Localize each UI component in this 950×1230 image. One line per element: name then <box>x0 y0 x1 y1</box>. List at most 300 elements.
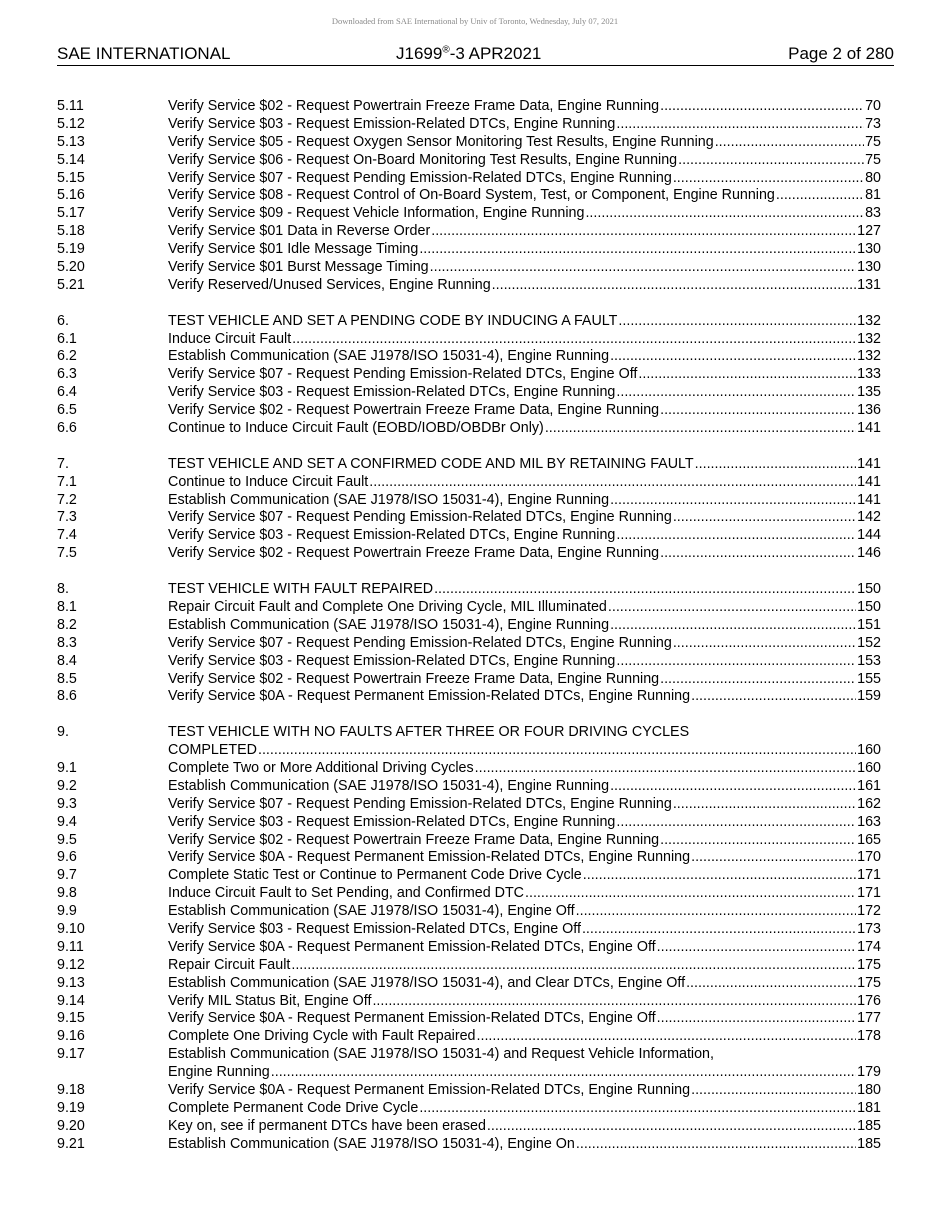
toc-entry[interactable] <box>57 849 881 867</box>
toc-dot-leader <box>258 742 856 760</box>
toc-entry-link[interactable] <box>168 1010 881 1028</box>
toc-entry-title: TEST VEHICLE AND SET A CONFIRMED CODE AND MIL BY RETAINING FAULT <box>168 455 694 472</box>
toc-entry-link[interactable] <box>168 688 881 706</box>
toc-dot-leader <box>585 205 864 223</box>
toc-dot-leader <box>616 653 856 671</box>
toc-entry-number: 8.3 <box>57 634 77 651</box>
toc-entry-page: 132 <box>857 312 881 329</box>
toc-entry-number: 9.10 <box>57 920 85 937</box>
toc-dot-leader <box>657 939 857 957</box>
toc-entry-link[interactable] <box>168 849 881 867</box>
toc-dot-leader <box>434 581 856 599</box>
table-of-contents <box>57 98 881 1154</box>
toc-entry-number: 5.15 <box>57 169 85 186</box>
toc-entry[interactable] <box>57 688 881 706</box>
toc-entry-link[interactable] <box>168 957 881 975</box>
toc-dot-leader <box>660 402 856 420</box>
toc-entry[interactable] <box>57 384 881 402</box>
toc-entry-page: 130 <box>857 259 881 276</box>
toc-entry-title: Complete One Driving Cycle with Fault Repaired <box>168 1028 476 1045</box>
toc-entry-number: 7. <box>57 455 69 472</box>
toc-entry-page: 179 <box>857 1064 881 1081</box>
toc-dot-leader <box>616 814 856 832</box>
toc-entry-link[interactable] <box>168 921 881 939</box>
toc-entry-page: 155 <box>857 670 881 687</box>
toc-entry-title: Verify Service $03 - Request Emission-Related DTCs, Engine Running <box>168 115 616 132</box>
toc-dot-leader <box>525 885 856 903</box>
toc-entry-title: Induce Circuit Fault to Set Pending, and Confirmed DTC <box>168 885 525 902</box>
toc-entry-title: Establish Communication (SAE J1978/ISO 15031-4), Engine Off <box>168 903 575 920</box>
toc-entry-number: 6. <box>57 312 69 329</box>
toc-dot-leader <box>487 1118 856 1136</box>
toc-entry-page: 159 <box>857 688 881 705</box>
toc-entry-number: 6.4 <box>57 384 77 401</box>
toc-entry-page: 146 <box>857 545 881 562</box>
toc-entry-number: 6.1 <box>57 330 77 347</box>
toc-entry[interactable] <box>57 635 881 653</box>
toc-dot-leader <box>673 170 864 188</box>
toc-entry-link[interactable] <box>168 116 881 134</box>
toc-entry[interactable] <box>57 545 881 563</box>
toc-entry-link[interactable] <box>168 187 881 205</box>
toc-entry-title: Verify Service $02 - Request Powertrain Freeze Frame Data, Engine Running <box>168 98 660 114</box>
toc-entry[interactable] <box>57 814 881 832</box>
toc-entry-number: 9.14 <box>57 992 85 1009</box>
toc-dot-leader <box>673 796 856 814</box>
toc-dot-leader <box>576 903 857 921</box>
toc-entry[interactable] <box>57 205 881 223</box>
toc-entry-page: 127 <box>857 223 881 240</box>
toc-entry-link[interactable] <box>168 509 881 527</box>
toc-entry-page: 180 <box>857 1081 881 1098</box>
toc-entry[interactable] <box>57 474 881 492</box>
toc-entry[interactable] <box>57 420 881 438</box>
toc-dot-leader <box>686 975 856 993</box>
toc-entry[interactable] <box>57 796 881 814</box>
toc-entry-number: 5.20 <box>57 259 85 276</box>
toc-entry-number: 9.20 <box>57 1117 85 1134</box>
org-name: SAE INTERNATIONAL <box>57 44 231 63</box>
toc-entry-link[interactable] <box>168 259 881 277</box>
toc-entry-link[interactable] <box>168 545 881 563</box>
toc-entry-link[interactable] <box>168 581 881 599</box>
toc-entry-link[interactable] <box>168 241 881 259</box>
toc-entry-number: 5.19 <box>57 241 85 258</box>
toc-entry-link[interactable] <box>168 617 881 635</box>
toc-dot-leader <box>291 957 856 975</box>
toc-dot-leader <box>660 832 856 850</box>
toc-dot-leader <box>583 867 856 885</box>
toc-entry-title: Key on, see if permanent DTCs have been erased <box>168 1117 486 1134</box>
toc-entry[interactable] <box>57 187 881 205</box>
toc-entry-link[interactable] <box>168 796 881 814</box>
toc-entry[interactable] <box>57 1100 881 1118</box>
toc-entry[interactable] <box>57 581 881 599</box>
toc-entry-title: Establish Communication (SAE J1978/ISO 15031-4), Engine Running <box>168 777 610 794</box>
toc-dot-leader <box>610 348 856 366</box>
toc-entry[interactable] <box>57 939 881 957</box>
toc-entry-page: 135 <box>857 384 881 401</box>
toc-entry-number: 6.6 <box>57 420 77 437</box>
toc-dot-leader <box>475 760 856 778</box>
document-id: J1699®-3 APR2021 <box>396 44 542 63</box>
toc-entry[interactable] <box>57 832 881 850</box>
toc-entry-page: 81 <box>865 187 881 204</box>
toc-entry-link[interactable] <box>168 313 881 331</box>
toc-entry-title: Verify Service $06 - Request On-Board Monitoring Test Results, Engine Running <box>168 151 678 168</box>
toc-entry-link[interactable] <box>168 635 881 653</box>
toc-entry-page: 131 <box>857 276 881 293</box>
toc-dot-leader <box>610 492 856 510</box>
toc-entry[interactable] <box>57 653 881 671</box>
toc-dot-leader <box>695 456 856 474</box>
toc-entry-link[interactable] <box>168 331 881 349</box>
toc-entry[interactable] <box>57 957 881 975</box>
toc-entry[interactable] <box>57 760 881 778</box>
toc-entry-link[interactable] <box>168 420 881 438</box>
toc-entry-link[interactable] <box>168 599 881 617</box>
toc-entry-number: 9.16 <box>57 1028 85 1045</box>
toc-entry-link[interactable] <box>168 1118 881 1136</box>
toc-entry-page: 132 <box>857 330 881 347</box>
toc-entry-page: 162 <box>857 795 881 812</box>
toc-entry-number: 8.2 <box>57 616 77 633</box>
toc-entry-title: Complete Static Test or Continue to Permanent Code Drive Cycle <box>168 867 582 884</box>
toc-entry-link[interactable] <box>168 653 881 671</box>
page-number: Page 2 of 280 <box>788 44 894 63</box>
toc-entry-page: 132 <box>857 348 881 365</box>
toc-entry-number: 9.5 <box>57 831 77 848</box>
toc-dot-leader <box>369 474 856 492</box>
toc-entry-link[interactable] <box>168 778 881 796</box>
toc-entry[interactable] <box>57 152 881 170</box>
toc-entry-link[interactable] <box>168 366 881 384</box>
toc-dot-leader <box>657 1010 857 1028</box>
toc-dot-leader <box>431 223 856 241</box>
toc-entry-link[interactable] <box>168 170 881 188</box>
toc-entry-link[interactable] <box>168 903 881 921</box>
toc-entry-title-line1[interactable]: Establish Communication (SAE J1978/ISO 15031-4) and Request Vehicle Information, <box>168 1046 714 1063</box>
toc-entry-number: 6.5 <box>57 402 77 419</box>
toc-entry-link[interactable] <box>168 742 881 760</box>
toc-dot-leader <box>292 331 856 349</box>
toc-dot-leader <box>715 134 864 152</box>
toc-dot-leader <box>582 921 856 939</box>
toc-entry-number: 8.5 <box>57 670 77 687</box>
toc-entry-number: 9.15 <box>57 1010 85 1027</box>
toc-entry-title: Verify Service $0A - Request Permanent Emission-Related DTCs, Engine Running <box>168 688 691 705</box>
toc-entry[interactable] <box>57 492 881 510</box>
toc-entry-title: Verify Service $02 - Request Powertrain Freeze Frame Data, Engine Running <box>168 831 660 848</box>
toc-entry[interactable] <box>57 313 881 331</box>
toc-entry-page: 170 <box>857 849 881 866</box>
toc-entry-title: Verify Service $0A - Request Permanent Emission-Related DTCs, Engine Off <box>168 1010 656 1027</box>
toc-dot-leader <box>576 1136 856 1154</box>
toc-entry-number: 7.3 <box>57 509 77 526</box>
toc-entry-number: 6.2 <box>57 348 77 365</box>
toc-entry-page: 178 <box>857 1028 881 1045</box>
toc-dot-leader <box>610 778 856 796</box>
toc-entry-number: 9.19 <box>57 1099 85 1116</box>
toc-entry[interactable] <box>57 348 881 366</box>
toc-entry[interactable] <box>57 1064 881 1082</box>
toc-entry-title: Verify Service $07 - Request Pending Emission-Related DTCs, Engine Running <box>168 795 672 812</box>
toc-entry-title: Verify Service $07 - Request Pending Emission-Related DTCs, Engine Running <box>168 509 672 526</box>
toc-entry[interactable] <box>57 402 881 420</box>
toc-entry-title: Complete Two or More Additional Driving Cycles <box>168 759 474 776</box>
toc-entry-number: 6.3 <box>57 366 77 383</box>
toc-entry[interactable] <box>57 277 881 295</box>
toc-entry-title: Verify Service $02 - Request Powertrain Freeze Frame Data, Engine Running <box>168 670 660 687</box>
toc-entry-number: 9.2 <box>57 777 77 794</box>
toc-entry-number: 8.6 <box>57 688 77 705</box>
toc-entry[interactable] <box>57 1082 881 1100</box>
toc-entry-title: Engine Running <box>168 1064 270 1081</box>
toc-entry-number: 8. <box>57 581 69 598</box>
toc-entry-page: 173 <box>857 920 881 937</box>
toc-entry[interactable] <box>57 867 881 885</box>
toc-entry-page: 142 <box>857 509 881 526</box>
toc-entry-page: 171 <box>857 885 881 902</box>
toc-dot-leader <box>616 527 856 545</box>
toc-entry-page: 144 <box>857 527 881 544</box>
toc-dot-leader <box>673 509 856 527</box>
toc-entry-title: Verify Service $03 - Request Emission-Related DTCs, Engine Running <box>168 527 616 544</box>
toc-entry-page: 161 <box>857 777 881 794</box>
toc-entry-page: 185 <box>857 1117 881 1134</box>
toc-dot-leader <box>419 241 856 259</box>
toc-entry-number: 9.9 <box>57 903 77 920</box>
toc-entry-link[interactable] <box>168 456 881 474</box>
toc-entry-number: 9.18 <box>57 1081 85 1098</box>
toc-dot-leader <box>660 545 856 563</box>
toc-dot-leader <box>660 671 856 689</box>
toc-dot-leader <box>610 617 856 635</box>
toc-entry-title: Complete Permanent Code Drive Cycle <box>168 1099 419 1116</box>
toc-entry[interactable] <box>57 975 881 993</box>
toc-entry[interactable] <box>57 903 881 921</box>
toc-entry-page: 75 <box>865 133 881 150</box>
toc-entry-title-line1[interactable]: TEST VEHICLE WITH NO FAULTS AFTER THREE OR FOUR DRIVING CYCLES <box>168 724 690 741</box>
toc-dot-leader <box>430 259 857 277</box>
toc-entry[interactable] <box>57 134 881 152</box>
toc-entry-title: TEST VEHICLE WITH FAULT REPAIRED <box>168 581 434 598</box>
toc-entry[interactable] <box>57 993 881 1011</box>
toc-entry-page: 185 <box>857 1135 881 1152</box>
toc-entry-title: Repair Circuit Fault and Complete One Driving Cycle, MIL Illuminated <box>168 598 607 615</box>
toc-entry-page: 141 <box>857 455 881 472</box>
toc-dot-leader <box>691 1082 856 1100</box>
toc-entry-link[interactable] <box>168 1028 881 1046</box>
toc-entry-title: TEST VEHICLE AND SET A PENDING CODE BY INDUCING A FAULT <box>168 312 618 329</box>
toc-entry-title: Verify Service $02 - Request Powertrain Freeze Frame Data, Engine Running <box>168 545 660 562</box>
toc-entry-title: Establish Communication (SAE J1978/ISO 15031-4), Engine Running <box>168 348 610 365</box>
toc-entry[interactable] <box>57 1118 881 1136</box>
toc-entry-page: 176 <box>857 992 881 1009</box>
toc-entry[interactable] <box>57 116 881 134</box>
toc-entry-link[interactable] <box>168 1064 881 1082</box>
toc-entry-page: 152 <box>857 634 881 651</box>
toc-entry-title: Verify Service $03 - Request Emission-Related DTCs, Engine Off <box>168 920 581 937</box>
toc-dot-leader <box>691 849 856 867</box>
toc-entry-number: 5.18 <box>57 223 85 240</box>
toc-entry-title: Verify Service $07 - Request Pending Emission-Related DTCs, Engine Off <box>168 366 638 383</box>
toc-entry-link[interactable] <box>168 474 881 492</box>
toc-entry-first-line <box>57 724 881 742</box>
toc-entry-page: 75 <box>865 151 881 168</box>
toc-dot-leader <box>638 366 856 384</box>
toc-dot-leader <box>616 384 856 402</box>
toc-entry-link[interactable] <box>168 1136 881 1154</box>
toc-entry-title: Induce Circuit Fault <box>168 330 292 347</box>
toc-entry-link[interactable] <box>168 402 881 420</box>
toc-dot-leader <box>776 187 864 205</box>
toc-entry[interactable] <box>57 456 881 474</box>
toc-entry-link[interactable] <box>168 98 881 116</box>
toc-entry-page: 80 <box>865 169 881 186</box>
toc-entry-number: 7.4 <box>57 527 77 544</box>
toc-entry[interactable] <box>57 223 881 241</box>
toc-entry-number: 7.5 <box>57 545 77 562</box>
toc-dot-leader <box>618 313 856 331</box>
toc-entry-number: 9.7 <box>57 867 77 884</box>
toc-entry-page: 83 <box>865 205 881 222</box>
toc-entry[interactable] <box>57 527 881 545</box>
toc-entry[interactable] <box>57 509 881 527</box>
toc-entry-number: 9.4 <box>57 813 77 830</box>
toc-dot-leader <box>372 993 856 1011</box>
toc-dot-leader <box>492 277 856 295</box>
toc-entry-number: 5.14 <box>57 151 85 168</box>
toc-entry-page: 141 <box>857 473 881 490</box>
toc-entry-page: 174 <box>857 938 881 955</box>
toc-entry-page: 150 <box>857 581 881 598</box>
toc-entry-page: 70 <box>865 98 881 114</box>
toc-entry-title: Verify Service $0A - Request Permanent Emission-Related DTCs, Engine Running <box>168 849 691 866</box>
toc-entry-number: 5.17 <box>57 205 85 222</box>
toc-entry-number: 7.2 <box>57 491 77 508</box>
toc-dot-leader <box>271 1064 856 1082</box>
toc-entry[interactable] <box>57 170 881 188</box>
toc-entry-link[interactable] <box>168 885 881 903</box>
toc-entry-page: 73 <box>865 115 881 132</box>
toc-entry-page: 130 <box>857 241 881 258</box>
toc-entry-link[interactable] <box>168 975 881 993</box>
toc-dot-leader <box>419 1100 856 1118</box>
toc-entry[interactable] <box>57 671 881 689</box>
toc-entry-page: 172 <box>857 903 881 920</box>
toc-entry-page: 150 <box>857 598 881 615</box>
toc-entry-link[interactable] <box>168 1082 881 1100</box>
toc-entry-page: 141 <box>857 420 881 437</box>
toc-entry-number: 5.13 <box>57 133 85 150</box>
toc-entry[interactable] <box>57 1136 881 1154</box>
toc-entry-number: 9. <box>57 724 69 741</box>
toc-entry-title: Verify Service $09 - Request Vehicle Information, Engine Running <box>168 205 585 222</box>
toc-entry-title: Verify Service $01 Burst Message Timing <box>168 259 429 276</box>
toc-entry-page: 133 <box>857 366 881 383</box>
toc-entry-page: 160 <box>857 742 881 759</box>
toc-dot-leader <box>477 1028 857 1046</box>
toc-entry-title: Verify MIL Status Bit, Engine Off <box>168 992 372 1009</box>
toc-entry-link[interactable] <box>168 152 881 170</box>
toc-entry-link[interactable] <box>168 671 881 689</box>
toc-entry-number: 9.17 <box>57 1046 85 1063</box>
toc-entry-title: Verify Service $02 - Request Powertrain Freeze Frame Data, Engine Running <box>168 402 660 419</box>
toc-entry-title: Establish Communication (SAE J1978/ISO 15031-4), Engine Running <box>168 616 610 633</box>
toc-entry[interactable] <box>57 241 881 259</box>
toc-entry-link[interactable] <box>168 527 881 545</box>
toc-entry-page: 175 <box>857 956 881 973</box>
toc-entry[interactable] <box>57 1010 881 1028</box>
toc-entry-link[interactable] <box>168 348 881 366</box>
toc-entry-page: 136 <box>857 402 881 419</box>
toc-entry-link[interactable] <box>168 760 881 778</box>
toc-entry-title: Repair Circuit Fault <box>168 956 291 973</box>
toc-dot-leader <box>660 98 864 116</box>
toc-entry-link[interactable] <box>168 1100 881 1118</box>
toc-entry[interactable] <box>57 778 881 796</box>
toc-entry-link[interactable] <box>168 134 881 152</box>
toc-entry-link[interactable] <box>168 277 881 295</box>
toc-entry-link[interactable] <box>168 205 881 223</box>
page-header <box>57 44 894 66</box>
toc-entry-link[interactable] <box>168 939 881 957</box>
toc-entry-link[interactable] <box>168 867 881 885</box>
toc-entry-link[interactable] <box>168 814 881 832</box>
toc-entry-link[interactable] <box>168 832 881 850</box>
download-watermark: Downloaded from SAE International by Univ of Toronto, Wednesday, July 07, 2021 <box>331 16 619 26</box>
toc-entry[interactable] <box>57 885 881 903</box>
toc-entry-page: 165 <box>857 831 881 848</box>
toc-entry[interactable] <box>57 742 881 760</box>
toc-entry[interactable] <box>57 1028 881 1046</box>
toc-entry[interactable] <box>57 98 881 116</box>
toc-entry[interactable] <box>57 331 881 349</box>
toc-entry-title: Verify Service $03 - Request Emission-Related DTCs, Engine Running <box>168 813 616 830</box>
toc-entry[interactable] <box>57 259 881 277</box>
toc-entry-title: Establish Communication (SAE J1978/ISO 15031-4), Engine On <box>168 1135 575 1152</box>
toc-entry-number: 9.1 <box>57 759 77 776</box>
toc-entry[interactable] <box>57 599 881 617</box>
toc-entry-link[interactable] <box>168 223 881 241</box>
toc-entry-page: 175 <box>857 974 881 991</box>
toc-entry-number: 8.1 <box>57 598 77 615</box>
toc-entry-title: Verify Service $07 - Request Pending Emission-Related DTCs, Engine Running <box>168 634 672 651</box>
toc-entry-title: Continue to Induce Circuit Fault <box>168 473 369 490</box>
toc-entry-link[interactable] <box>168 384 881 402</box>
toc-entry-number: 9.8 <box>57 885 77 902</box>
toc-entry-title: Verify Service $03 - Request Emission-Related DTCs, Engine Running <box>168 652 616 669</box>
toc-entry-title: Verify Service $08 - Request Control of On-Board System, Test, or Component, Engine Running <box>168 187 775 204</box>
toc-entry[interactable] <box>57 921 881 939</box>
toc-entry-number: 9.3 <box>57 795 77 812</box>
toc-entry[interactable] <box>57 617 881 635</box>
toc-entry-page: 163 <box>857 813 881 830</box>
toc-dot-leader <box>678 152 864 170</box>
toc-entry-page: 171 <box>857 867 881 884</box>
toc-entry-number: 8.4 <box>57 652 77 669</box>
toc-dot-leader <box>673 635 856 653</box>
toc-dot-leader <box>545 420 856 438</box>
toc-entry-title: Verify Service $01 Data in Reverse Order <box>168 223 431 240</box>
toc-entry-link[interactable] <box>168 993 881 1011</box>
toc-entry-number: 9.6 <box>57 849 77 866</box>
toc-entry[interactable] <box>57 366 881 384</box>
toc-entry-page: 177 <box>857 1010 881 1027</box>
toc-entry-title: Establish Communication (SAE J1978/ISO 15031-4), and Clear DTCs, Engine Off <box>168 974 686 991</box>
toc-entry-link[interactable] <box>168 492 881 510</box>
